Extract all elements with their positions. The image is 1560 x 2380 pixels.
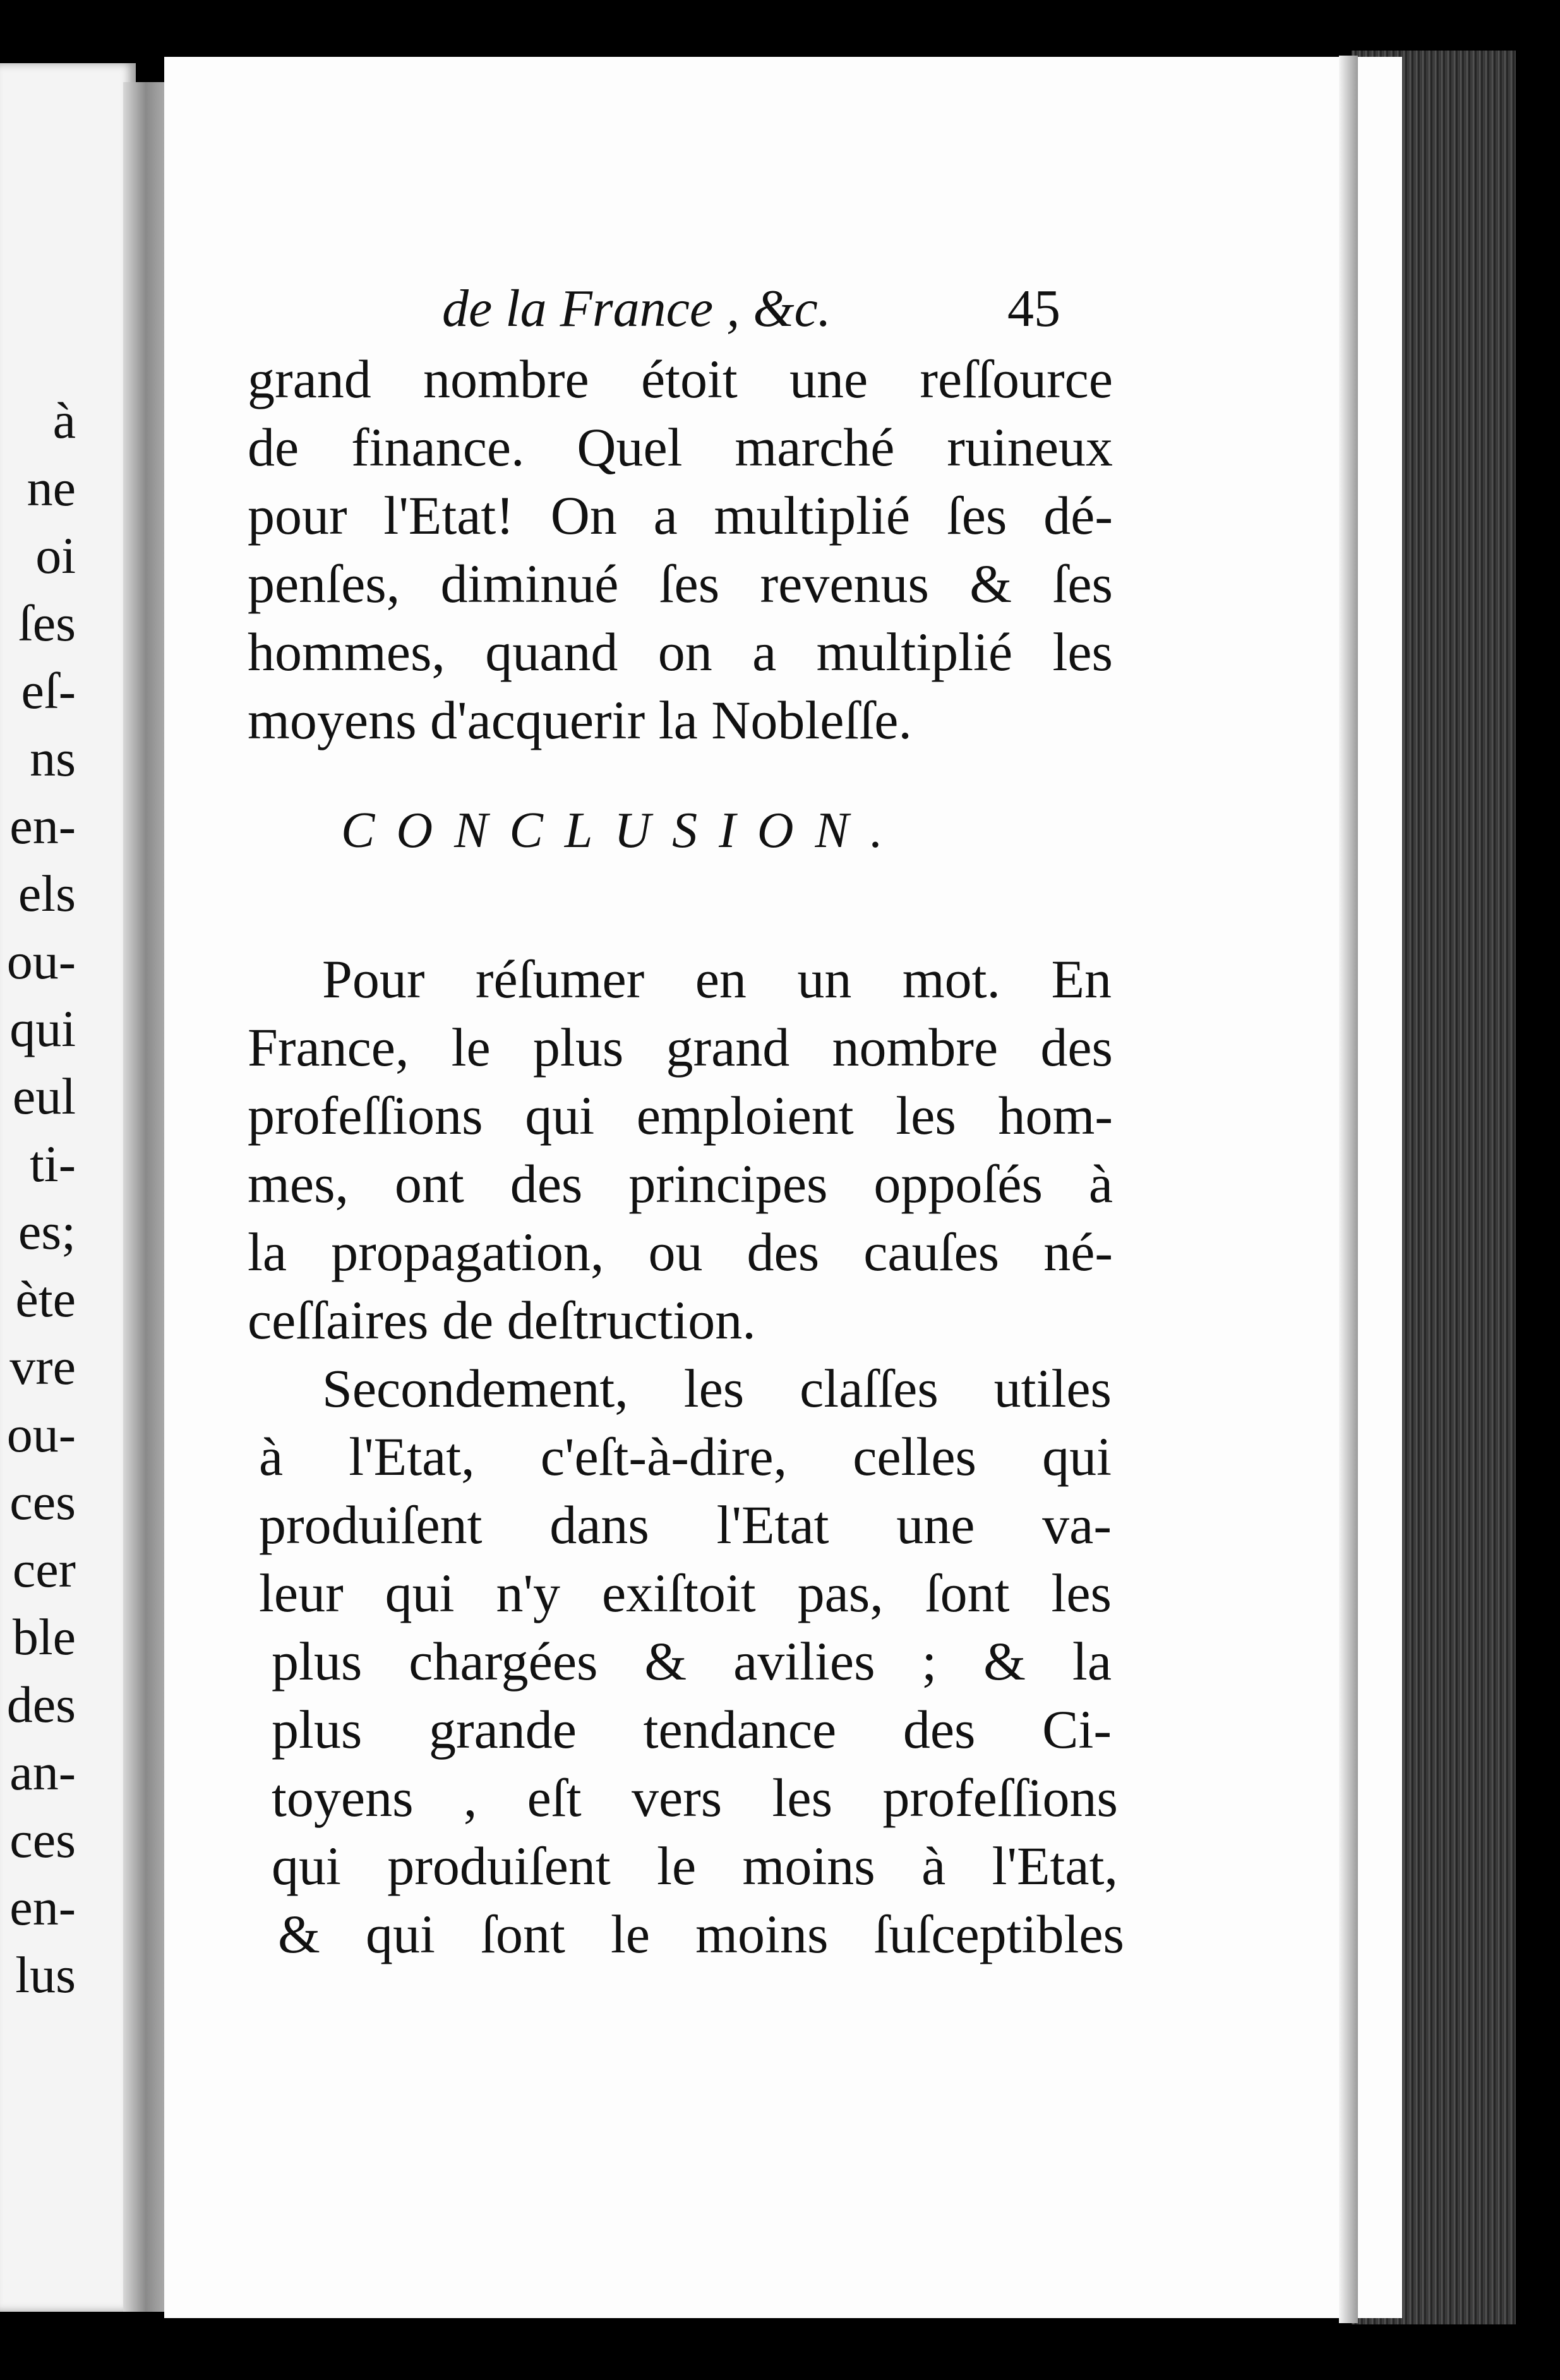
page-header xyxy=(442,278,1074,354)
left-fragment: ble xyxy=(12,1608,76,1666)
text-line: hommes, quand on a multiplié les xyxy=(248,622,1113,682)
page-edge-highlight xyxy=(1339,56,1358,2323)
text-line: moyens d'acquerir la Nobleſſe. xyxy=(248,690,912,750)
left-fragment: ne xyxy=(27,459,76,517)
text-line: & qui ſont le moins ſuſceptibles xyxy=(278,1904,1124,1964)
running-head: de la France , &c. xyxy=(442,279,831,338)
left-fragment: en- xyxy=(9,1878,76,1936)
left-fragment: à xyxy=(52,392,76,449)
text-line: penſes, diminué ſes revenus & ſes xyxy=(248,553,1113,614)
left-fragment: vre xyxy=(9,1338,76,1395)
left-fragment: ti- xyxy=(30,1135,76,1193)
text-line: plus grande tendance des Ci- xyxy=(272,1699,1112,1760)
text-line: à l'Etat, c'eſt-à-dire, celles qui xyxy=(259,1426,1112,1487)
left-fragment: en- xyxy=(9,797,76,855)
text-line: toyens , eſt vers les profeſſions xyxy=(272,1767,1118,1828)
left-fragment: eſ- xyxy=(21,662,76,719)
text-line: plus chargées & avilies ; & la xyxy=(272,1631,1112,1692)
left-fragment: ces xyxy=(9,1473,76,1530)
left-fragment: es; xyxy=(18,1203,76,1260)
text-line: profeſſions qui emploient les hom- xyxy=(248,1085,1113,1146)
text-line: ceſſaires de deſtruction. xyxy=(248,1290,756,1350)
text-line: France, le plus grand nombre des xyxy=(248,1017,1113,1078)
left-fragment: cer xyxy=(12,1541,76,1598)
text-line: grand nombre étoit une reſſource xyxy=(248,349,1113,409)
text-line: qui produiſent le moins à l'Etat, xyxy=(272,1836,1118,1896)
left-fragment: ète xyxy=(15,1270,76,1328)
page-number: 45 xyxy=(1007,279,1060,338)
text-line: Pour réſumer en un mot. En xyxy=(322,949,1112,1009)
left-page-text xyxy=(0,387,76,2009)
left-fragment: eul xyxy=(12,1067,76,1125)
text-line: pour l'Etat! On a multiplié ſes dé- xyxy=(248,485,1113,546)
left-fragment: qui xyxy=(9,1000,76,1057)
left-fragment: ces xyxy=(9,1811,76,1868)
left-fragment: oi xyxy=(35,527,76,584)
left-fragment: des xyxy=(6,1676,76,1733)
text-line: produiſent dans l'Etat une va- xyxy=(259,1494,1112,1555)
left-fragment: ou- xyxy=(6,932,76,990)
text-line: la propagation, ou des cauſes né- xyxy=(248,1222,1113,1282)
left-fragment: ou- xyxy=(6,1405,76,1463)
left-fragment: ſes xyxy=(18,594,76,652)
text-line: Secondement, les claſſes utiles xyxy=(322,1358,1112,1419)
left-fragment: els xyxy=(18,865,76,922)
left-fragment: an- xyxy=(9,1743,76,1801)
text-line: leur qui n'y exiſtoit pas, ſont les xyxy=(259,1563,1112,1623)
left-page xyxy=(0,63,136,2312)
section-heading: CONCLUSION. xyxy=(341,803,904,858)
left-fragment: ns xyxy=(30,730,76,787)
text-line: mes, ont des principes oppoſés à xyxy=(248,1153,1113,1214)
text-line: de finance. Quel marché ruineux xyxy=(248,417,1113,478)
left-fragment: lus xyxy=(15,1946,76,2004)
